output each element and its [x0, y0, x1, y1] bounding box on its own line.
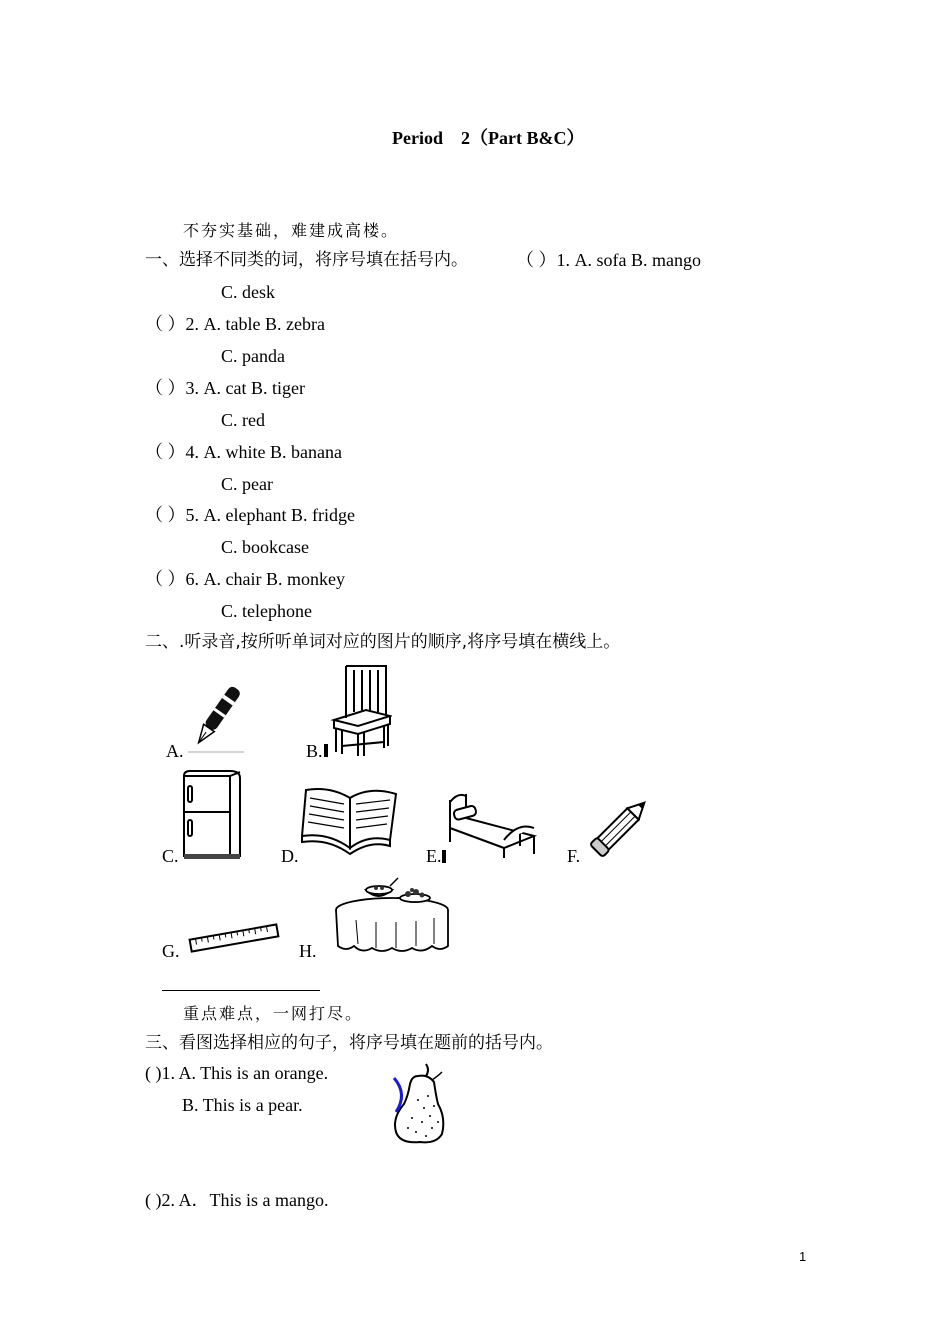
section3-heading: 三、看图选择相应的句子，将序号填在题前的括号内。 — [145, 1033, 553, 1053]
question-2-option-c: C. panda — [221, 346, 285, 366]
label-b: B. — [306, 741, 323, 761]
question-5-option-c: C. bookcase — [221, 537, 309, 557]
label-a: A. — [166, 741, 184, 761]
question-1-option-c: C. desk — [221, 282, 275, 302]
page-number: 1 — [799, 1249, 807, 1264]
section1-heading: 一、选择不同类的词，将序号填在括号内。 — [145, 250, 468, 270]
question-1-options-ab: （ ）1. A. sofa B. mango — [516, 250, 701, 270]
question-3-option-c: C. red — [221, 410, 265, 430]
label-f: F. — [567, 846, 581, 866]
answer-line[interactable] — [162, 990, 320, 991]
book-icon — [300, 784, 400, 856]
page-title: Period 2（Part B&C） — [392, 128, 585, 148]
s3-question-1-option-a: ( )1. A. This is an orange. — [145, 1063, 329, 1083]
motto-2: 重点难点，一网打尽。 — [183, 1004, 364, 1023]
question-4-options-ab: （ ）4. A. white B. banana — [145, 442, 342, 462]
bed-icon — [444, 788, 540, 860]
pen-icon — [186, 680, 246, 755]
fridge-icon — [180, 768, 244, 862]
label-e: E. — [426, 846, 442, 866]
section2-heading: 二、.听录音,按所听单词对应的图片的顺序,将序号填在横线上。 — [145, 632, 621, 652]
pear-icon — [388, 1060, 450, 1148]
chair-icon — [328, 662, 392, 758]
table-icon — [332, 876, 454, 956]
question-2-options-ab: （ ）2. A. table B. zebra — [145, 314, 325, 334]
s3-question-1-option-b: B. This is a pear. — [182, 1095, 303, 1115]
ruler-icon — [186, 918, 282, 958]
label-c: C. — [162, 846, 179, 866]
question-6-options-ab: （ ）6. A. chair B. monkey — [145, 569, 345, 589]
question-4-option-c: C. pear — [221, 474, 273, 494]
label-h: H. — [299, 941, 317, 961]
motto-1: 不夯实基础，难建成高楼。 — [183, 221, 400, 240]
question-5-options-ab: （ ）5. A. elephant B. fridge — [145, 505, 355, 525]
question-3-options-ab: （ ）3. A. cat B. tiger — [145, 378, 305, 398]
question-6-option-c: C. telephone — [221, 601, 312, 621]
label-d: D. — [281, 846, 299, 866]
pencil-icon — [584, 790, 658, 862]
s3-question-2-option-a: ( )2. A．This is a mango. — [145, 1190, 329, 1210]
label-g: G. — [162, 941, 180, 961]
